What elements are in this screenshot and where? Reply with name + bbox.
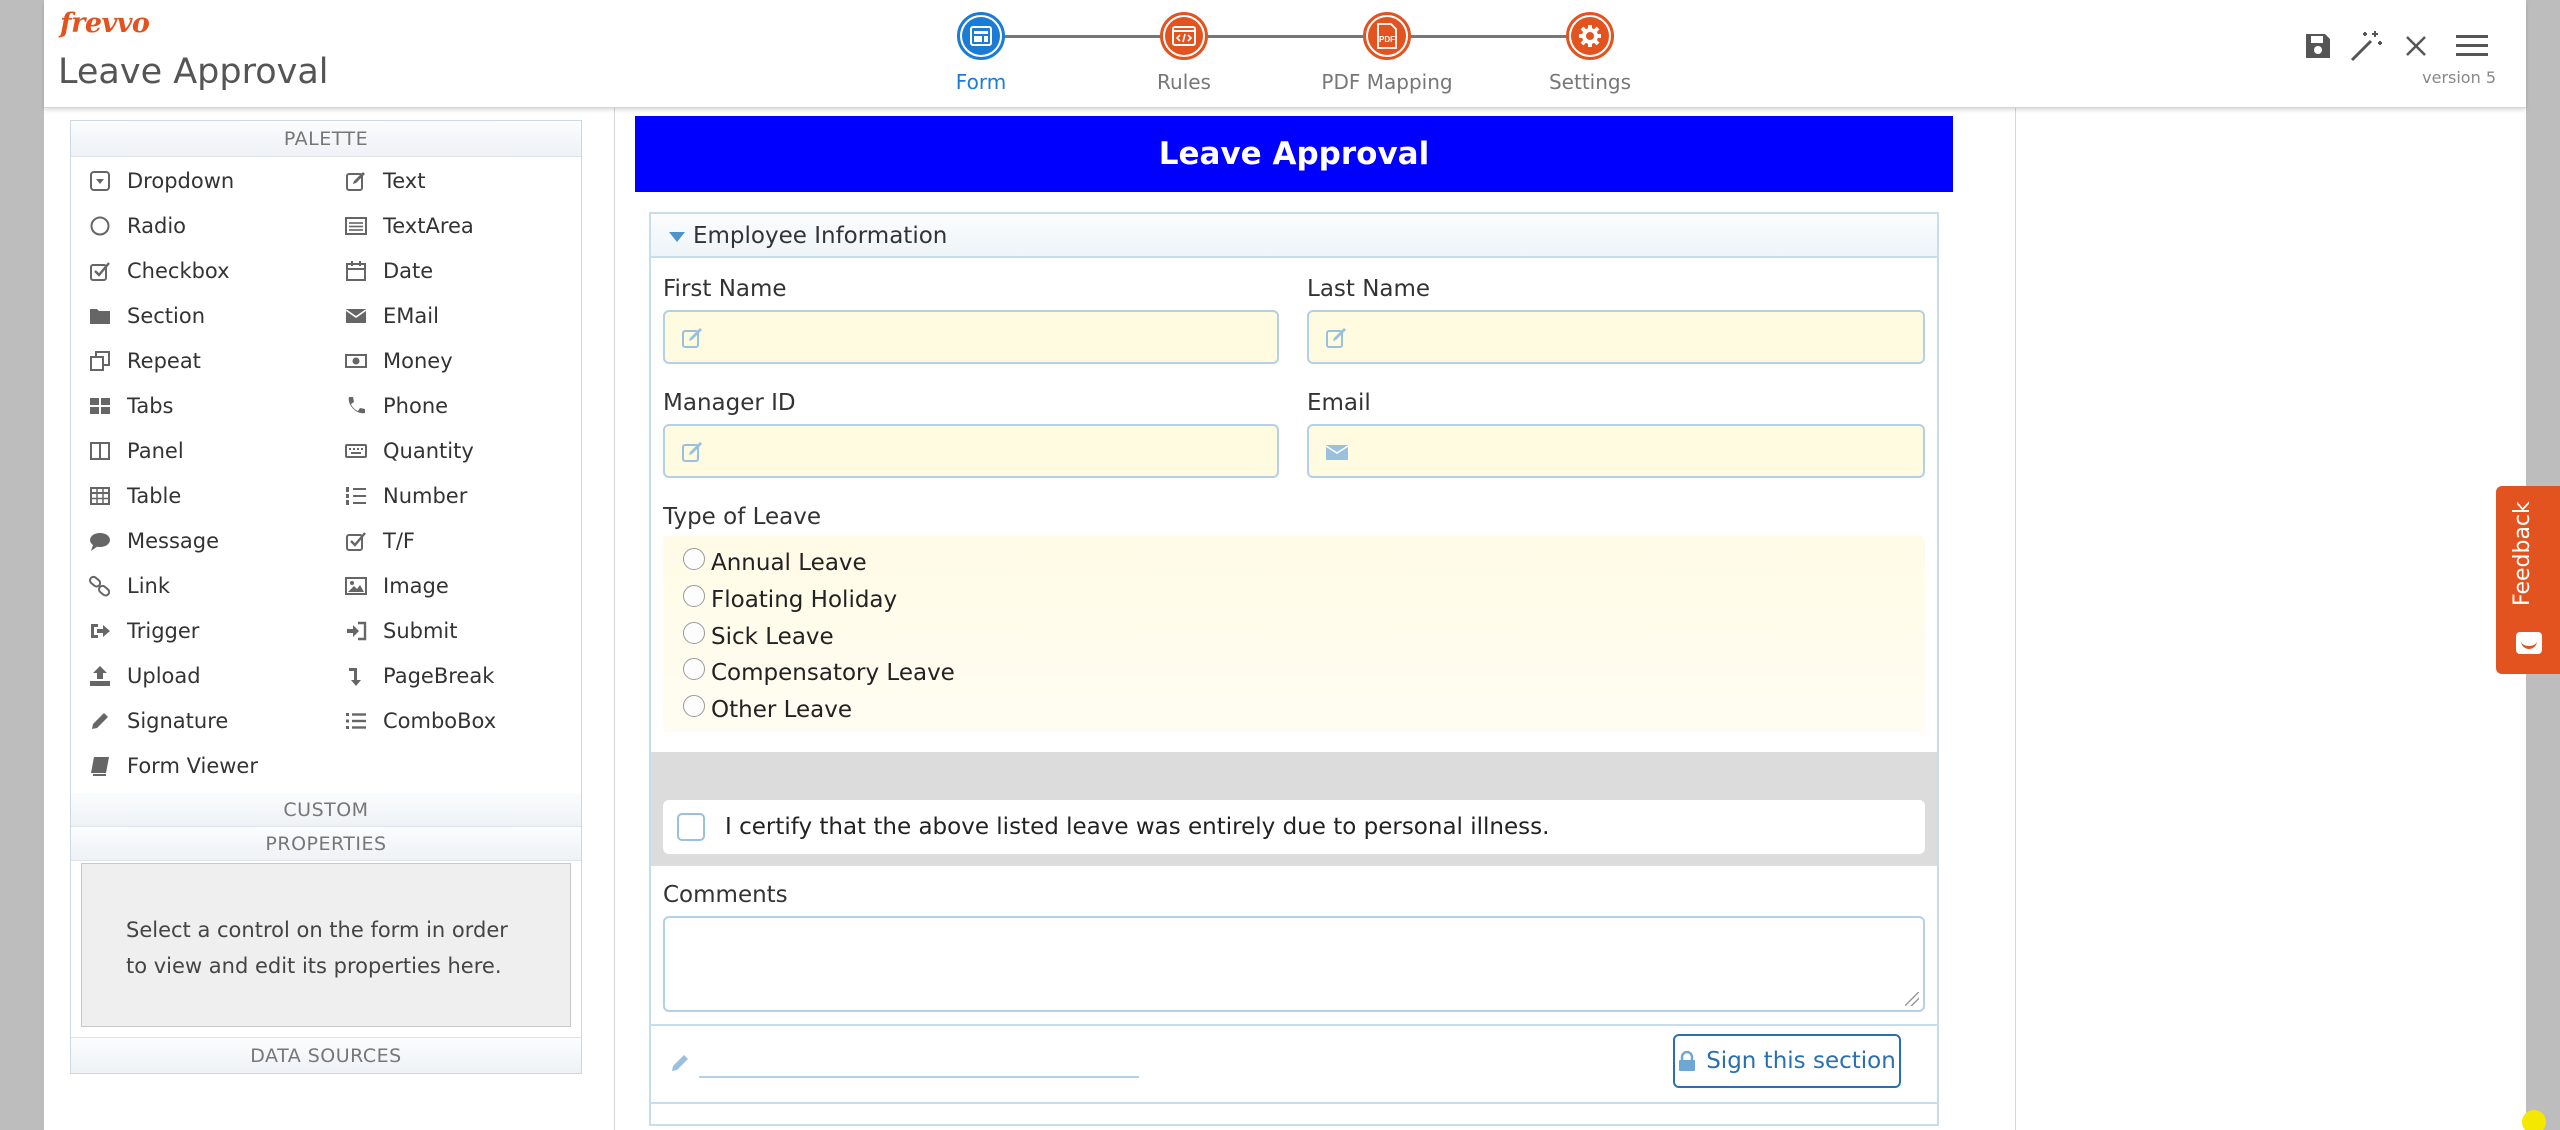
check-square-icon <box>343 528 369 554</box>
radio-option-sick-leave[interactable]: Sick Leave <box>683 620 834 654</box>
manager-id-label: Manager ID <box>663 390 796 416</box>
palette-message[interactable]: Message <box>87 521 219 561</box>
chat-icon <box>87 528 113 554</box>
radio-option-compensatory-leave[interactable]: Compensatory Leave <box>683 656 955 690</box>
palette-dropdown[interactable]: Dropdown <box>87 161 234 201</box>
comments-label: Comments <box>663 882 788 908</box>
list-icon <box>343 708 369 734</box>
type-of-leave-radio-group <box>663 536 1925 732</box>
palette-submit[interactable]: Submit <box>343 611 458 651</box>
radio-option-other-leave[interactable]: Other Leave <box>683 693 852 727</box>
signature-row <box>651 1024 1937 1104</box>
form-icon <box>962 17 1000 55</box>
code-icon <box>1165 17 1203 55</box>
radio-button[interactable] <box>683 658 705 680</box>
pencil-icon <box>669 1052 695 1078</box>
last-name-input[interactable] <box>1307 310 1925 364</box>
keyboard-icon <box>343 438 369 464</box>
radio-button[interactable] <box>683 695 705 717</box>
version-label: version 5 <box>2422 68 2496 87</box>
first-name-label: First Name <box>663 276 787 302</box>
palette-email[interactable]: EMail <box>343 296 439 336</box>
magic-wand-icon[interactable] <box>2346 26 2386 66</box>
top-header <box>44 0 2526 108</box>
palette-date[interactable]: Date <box>343 251 433 291</box>
palette-text[interactable]: Text <box>343 161 425 201</box>
step-pdf-mapping[interactable] <box>1287 12 1487 94</box>
palette-checkbox[interactable]: Checkbox <box>87 251 230 291</box>
feedback-tab[interactable] <box>2496 486 2560 674</box>
certify-checkbox[interactable] <box>677 813 705 841</box>
palette-heading[interactable]: PALETTE <box>71 121 581 157</box>
book-icon <box>87 753 113 779</box>
level-down-icon <box>343 663 369 689</box>
envelope-icon <box>1325 440 1351 466</box>
certify-text: I certify that the above listed leave was entirely due to personal illness. <box>725 814 1550 840</box>
step-settings[interactable] <box>1490 12 1690 94</box>
palette-radio[interactable]: Radio <box>87 206 186 246</box>
certify-checkbox-row[interactable] <box>663 800 1925 854</box>
palette-upload[interactable]: Upload <box>87 656 201 696</box>
palette-number[interactable]: Number <box>343 476 467 516</box>
notification-dot[interactable] <box>2522 1110 2546 1130</box>
radio-button[interactable] <box>683 622 705 644</box>
calendar-icon <box>343 258 369 284</box>
step-rules[interactable] <box>1084 12 1284 94</box>
palette-pagebreak[interactable]: PageBreak <box>343 656 494 696</box>
certify-band <box>651 752 1937 866</box>
palette-quantity[interactable]: Quantity <box>343 431 474 471</box>
sign-in-icon <box>343 618 369 644</box>
copy-icon <box>87 348 113 374</box>
email-label: Email <box>1307 390 1371 416</box>
first-name-input[interactable] <box>663 310 1279 364</box>
step-form[interactable] <box>881 12 1081 94</box>
sign-this-section-button[interactable]: Sign this section <box>1673 1034 1901 1088</box>
last-name-label: Last Name <box>1307 276 1431 302</box>
custom-heading[interactable]: CUSTOM <box>71 793 581 827</box>
pdf-icon <box>1368 17 1406 55</box>
pencil-icon <box>87 708 113 734</box>
radio-button[interactable] <box>683 548 705 570</box>
signature-line <box>699 1076 1139 1078</box>
dropdown-icon <box>87 168 113 194</box>
form-canvas <box>614 108 2016 1130</box>
employee-information-section[interactable] <box>649 212 1939 1126</box>
envelope-icon <box>343 303 369 329</box>
properties-hint: Select a control on the form in order to view and edit its properties here. <box>81 863 571 1027</box>
phone-icon <box>343 393 369 419</box>
folder-icon <box>87 303 113 329</box>
palette-tf[interactable]: T/F <box>343 521 415 561</box>
palette-form-viewer[interactable]: Form Viewer <box>87 746 258 786</box>
form-title: Leave Approval <box>58 52 329 92</box>
lock-icon <box>1678 1051 1696 1071</box>
palette-phone[interactable]: Phone <box>343 386 448 426</box>
palette-section[interactable]: Section <box>87 296 205 336</box>
palette-table[interactable]: Table <box>87 476 181 516</box>
radio-button[interactable] <box>683 585 705 607</box>
palette-image[interactable]: Image <box>343 566 449 606</box>
app-window <box>44 0 2526 1130</box>
palette-textarea[interactable]: TextArea <box>343 206 474 246</box>
feedback-label: Feedback <box>2510 501 2535 606</box>
palette-money[interactable]: Money <box>343 341 453 381</box>
trigger-icon <box>87 618 113 644</box>
upload-icon <box>87 663 113 689</box>
form-banner[interactable]: Leave Approval <box>635 116 1953 192</box>
gear-icon <box>1571 17 1609 55</box>
save-icon[interactable] <box>2298 26 2338 66</box>
section-title: Employee Information <box>693 223 948 249</box>
palette-combobox[interactable]: ComboBox <box>343 701 496 741</box>
step-label: PDF Mapping <box>1321 70 1453 94</box>
panel-icon <box>87 438 113 464</box>
pdf-badge: PDF <box>1379 35 1395 44</box>
menu-icon[interactable] <box>2452 26 2492 66</box>
image-icon <box>343 573 369 599</box>
radio-option-annual-leave[interactable]: Annual Leave <box>683 546 867 580</box>
edit-icon <box>681 440 707 466</box>
resize-grip-icon[interactable] <box>1905 992 1919 1006</box>
properties-heading[interactable]: PROPERTIES <box>71 827 581 861</box>
money-icon <box>343 348 369 374</box>
step-label: Settings <box>1548 70 1632 94</box>
palette-panel <box>70 120 582 1074</box>
palette-link[interactable]: Link <box>87 566 170 606</box>
section-header[interactable] <box>651 214 1937 258</box>
smile-icon <box>2516 632 2542 654</box>
textarea-icon <box>343 213 369 239</box>
step-label: Form <box>955 70 1007 94</box>
palette-repeat[interactable]: Repeat <box>87 341 201 381</box>
edit-icon <box>681 326 707 352</box>
palette-panel[interactable]: Panel <box>87 431 184 471</box>
frevvo-logo: frevvo <box>60 8 150 39</box>
edit-icon <box>343 168 369 194</box>
data-sources-heading[interactable]: DATA SOURCES <box>71 1037 581 1073</box>
table-icon <box>87 483 113 509</box>
checkbox-icon <box>87 258 113 284</box>
list-ol-icon <box>343 483 369 509</box>
link-icon <box>87 573 113 599</box>
palette-trigger[interactable]: Trigger <box>87 611 199 651</box>
step-label: Rules <box>1157 70 1211 94</box>
collapse-triangle-icon[interactable] <box>669 232 685 242</box>
radio-icon <box>87 213 113 239</box>
comments-textarea[interactable] <box>663 916 1925 1012</box>
palette-grid <box>71 157 581 793</box>
tabs-icon <box>87 393 113 419</box>
edit-icon <box>1325 326 1351 352</box>
palette-signature[interactable]: Signature <box>87 701 228 741</box>
radio-option-floating-holiday[interactable]: Floating Holiday <box>683 583 897 617</box>
manager-id-input[interactable] <box>663 424 1279 478</box>
close-icon[interactable] <box>2396 26 2436 66</box>
palette-tabs[interactable]: Tabs <box>87 386 174 426</box>
email-input[interactable] <box>1307 424 1925 478</box>
type-of-leave-label: Type of Leave <box>663 504 822 530</box>
